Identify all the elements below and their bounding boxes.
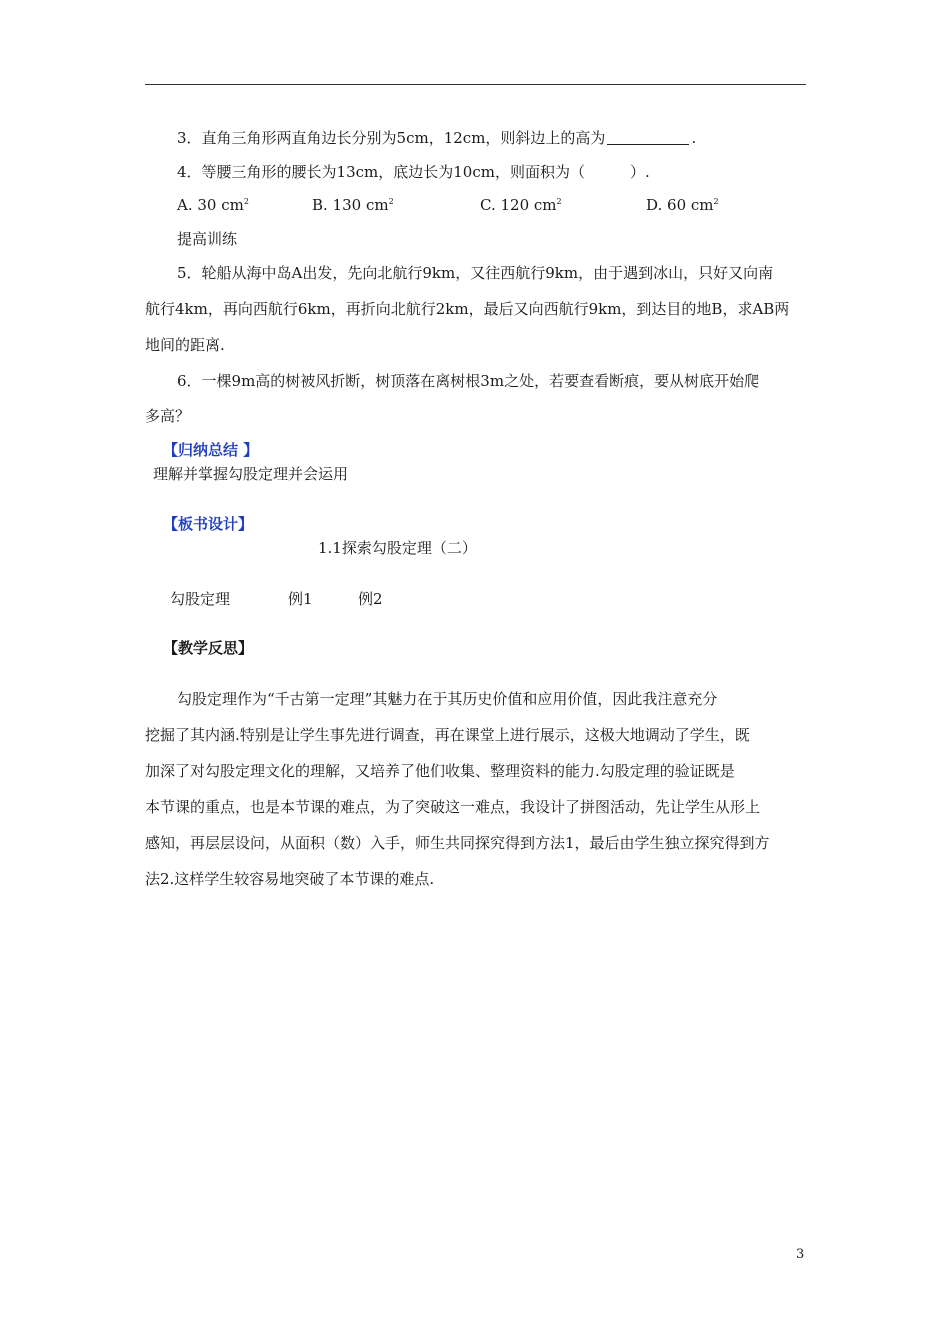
reflection-line-2: 挖掘了其内涵.特别是让学生事先进行调查，再在课堂上进行展示，这极大地调动了学生，既 [145,726,750,744]
question-5-line-1: 5．轮船从海中岛A出发，先向北航行9km，又往西航行9km，由于遇到冰山，只好又向南 [177,264,774,282]
option-a[interactable]: A. 30 $cm^2$ [177,196,249,214]
question-4: 4．等腰三角形的腰长为13cm，底边长为10cm，则面积为（ ）. [177,163,650,181]
summary-heading: 【归纳总结 】 [163,441,259,459]
option-d[interactable]: D. 60 $cm^2$ [646,196,719,214]
question-6-line-1: 6．一棵9m高的树被风折断，树顶落在离树根3m之处，若要查看断痕，要从树底开始爬 [177,372,760,390]
option-c[interactable]: C. 120 $cm^2$ [480,196,562,214]
summary-text: 理解并掌握勾股定理并会运用 [153,465,349,483]
board-item-theorem: 勾股定理 [170,590,231,608]
question-5-line-2: 航行4km，再向西航行6km，再折向北航行2km，最后又向西航行9km，到达目的地B，求AB两 [145,300,790,318]
advanced-heading: 提高训练 [177,230,238,248]
reflection-line-4: 本节课的重点，也是本节课的难点，为了突破这一难点，我设计了拼图活动，先让学生从形上 [145,798,761,816]
question-3 [177,128,696,148]
question-3-text: 3．直角三角形两直角边长分别为5cm，12cm，则斜边上的高为 [177,129,606,147]
reflection-line-6: 法2.这样学生较容易地突破了本节课的难点. [145,870,435,888]
board-item-example-2: 例2 [358,590,383,608]
board-title: 1.1探索勾股定理（二） [318,539,477,557]
reflection-line-1: 勾股定理作为“千古第一定理”其魅力在于其历史价值和应用价值，因此我注意充分 [177,690,718,708]
board-heading: 【板书设计】 [163,515,254,533]
question-5-line-3: 地间的距离. [145,336,225,354]
reflection-heading: 【教学反思】 [163,639,254,657]
option-b[interactable]: B. 130 $cm^2$ [312,196,394,214]
question-3-end: . [691,129,697,147]
board-item-example-1: 例1 [288,590,313,608]
reflection-line-3: 加深了对勾股定理文化的理解，又培养了他们收集、整理资料的能力.勾股定理的验证既是 [145,762,735,780]
header-rule [145,84,806,85]
question-6-line-2: 多高？ [145,407,191,425]
page-number: 3 [796,1247,805,1262]
reflection-line-5: 感知，再层层设问，从面积（数）入手，师生共同探究得到方法1，最后由学生独立探究得到方 [145,834,770,852]
answer-blank[interactable] [607,130,689,145]
